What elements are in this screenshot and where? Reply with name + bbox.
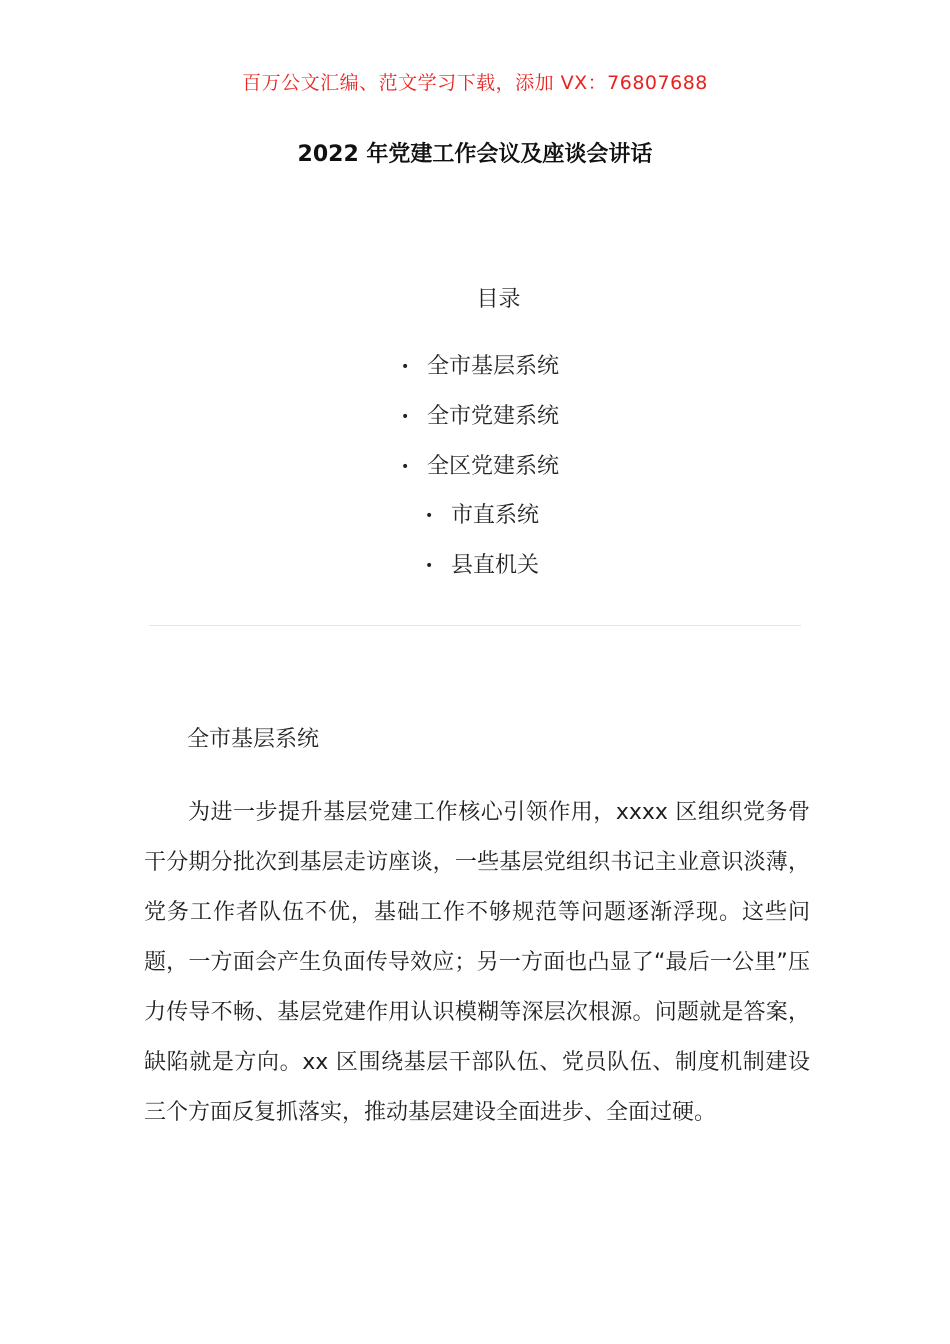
toc-item-label: 县直机关 <box>451 553 540 578</box>
section-heading: 全市基层系统 <box>187 727 320 752</box>
body-paragraph: 为进一步提升基层党建工作核心引领作用，xxxx 区组织党务骨干分期分批次到基层走访座谈，一些基层党组织书记主业意识淡薄，党务工作者队伍不优，基础工作不够规范等问题逐渐浮现。这些问题，一方面会产生负面传导效应；另一方面也凸显了“最后一公里”压力传导不畅、基层党建作用认识模糊等深层次根源。问题就是答案，缺陷就是方向。xx 区围绕基层干部队伍、党员队伍、制度机制建设三个方面反复抓落实，推动基层建设全面进步、全面过硬。 <box>144 800 810 1125</box>
section-divider <box>149 625 801 626</box>
bullet-icon: • <box>425 558 434 574</box>
toc-item-quanqu-dangjian[interactable] <box>401 449 559 485</box>
toc-item-label: 全市基层系统 <box>427 354 560 379</box>
toc-item-shizhi[interactable] <box>425 498 539 534</box>
bullet-icon: • <box>425 508 434 524</box>
document-title: 2022 年党建工作会议及座谈会讲话 <box>297 142 653 167</box>
bullet-icon: • <box>401 459 410 475</box>
toc-item-quanshi-jiceng[interactable] <box>401 349 559 385</box>
toc-item-label: 全市党建系统 <box>427 404 560 429</box>
bullet-icon: • <box>401 409 410 425</box>
toc-item-quanshi-dangjian[interactable] <box>401 399 559 435</box>
promo-header: 百万公文汇编、范文学习下载，添加 VX：76807688 <box>242 72 708 94</box>
toc-item-xianzhi-jiguan[interactable] <box>425 548 539 584</box>
toc-heading: 目录 <box>476 287 521 312</box>
toc-item-label: 全区党建系统 <box>427 454 560 479</box>
toc-item-label: 市直系统 <box>451 503 540 528</box>
bullet-icon: • <box>401 359 410 375</box>
